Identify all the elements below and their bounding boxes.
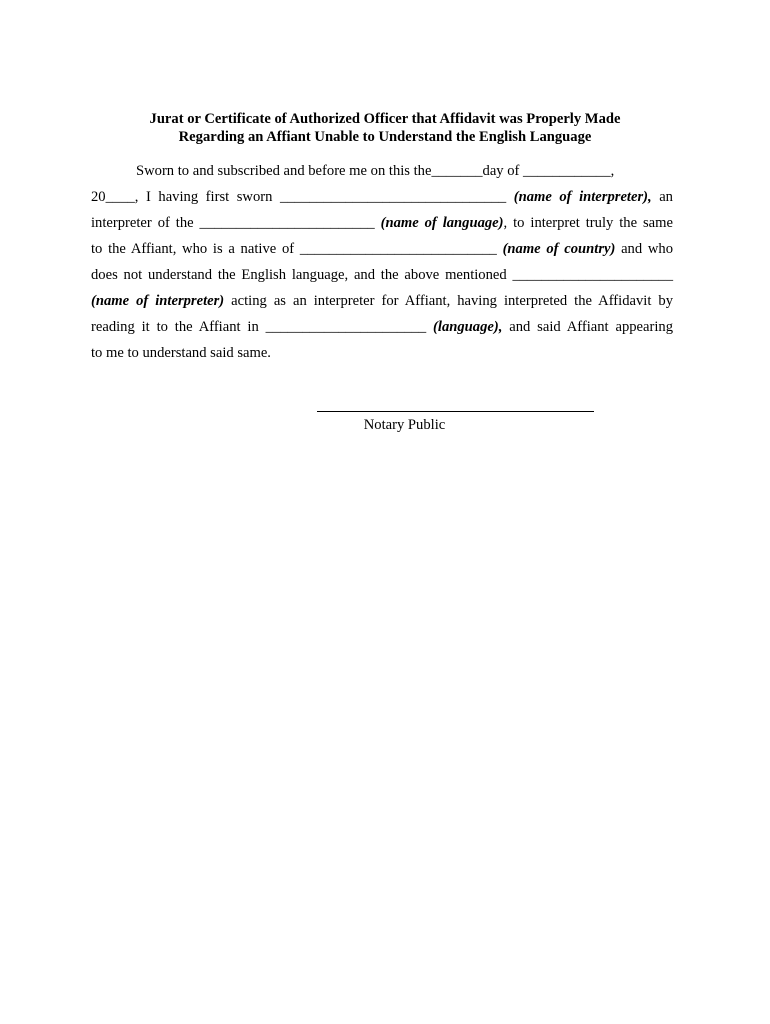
name-of-country-label: (name of country): [502, 241, 616, 257]
paragraph-line-8: [91, 343, 673, 363]
paragraph-line-5-text: does not understand the English language, and the above mentioned ______________________: [91, 267, 673, 283]
paragraph-line-2-end: an: [651, 189, 673, 205]
paragraph-line-2-text: 20____, I having first sworn _______________________________: [91, 189, 514, 205]
paragraph-line-7-text: reading it to the Affiant in ______________________: [91, 319, 434, 335]
paragraph-line-4-text: to the Affiant, who is a native of ___________________________: [91, 241, 503, 257]
paragraph-line-1-text: Sworn to and subscribed and before me on this the_______day of ____________,: [136, 163, 615, 179]
name-of-language-label: (name of language): [380, 215, 504, 231]
paragraph-line-5: [91, 265, 673, 285]
title-line-1: Jurat or Certificate of Authorized Officer that Affidavit was Properly Made: [149, 111, 621, 127]
title-line-2: Regarding an Affiant Unable to Understand the English Language: [178, 128, 592, 145]
paragraph-line-7-end: and said Affiant appearing: [502, 319, 674, 335]
paragraph-line-6: [91, 291, 673, 311]
paragraph-line-6-text: acting as an interpreter for Affiant, having interpreted the Affidavit by: [224, 293, 673, 309]
paragraph-line-3-text: interpreter of the ________________________: [91, 215, 381, 231]
name-of-interpreter-label: (name of interpreter),: [513, 189, 652, 205]
paragraph-line-7: [91, 317, 673, 337]
paragraph-line-1: [136, 161, 673, 181]
language-label: (language),: [433, 319, 503, 335]
document-title: [91, 111, 679, 146]
signature-line: [317, 411, 594, 412]
paragraph-line-3: [91, 213, 673, 233]
paragraph-line-4: [91, 239, 673, 259]
paragraph-line-2: [91, 187, 673, 207]
paragraph-line-3-end: , to interpret truly the same: [503, 215, 673, 231]
notary-public-label: Notary Public: [363, 417, 446, 433]
paragraph-line-8-text: to me to understand said same.: [91, 345, 271, 361]
paragraph-line-4-end: and who: [615, 241, 673, 257]
name-of-interpreter-label-2: (name of interpreter): [91, 293, 225, 309]
